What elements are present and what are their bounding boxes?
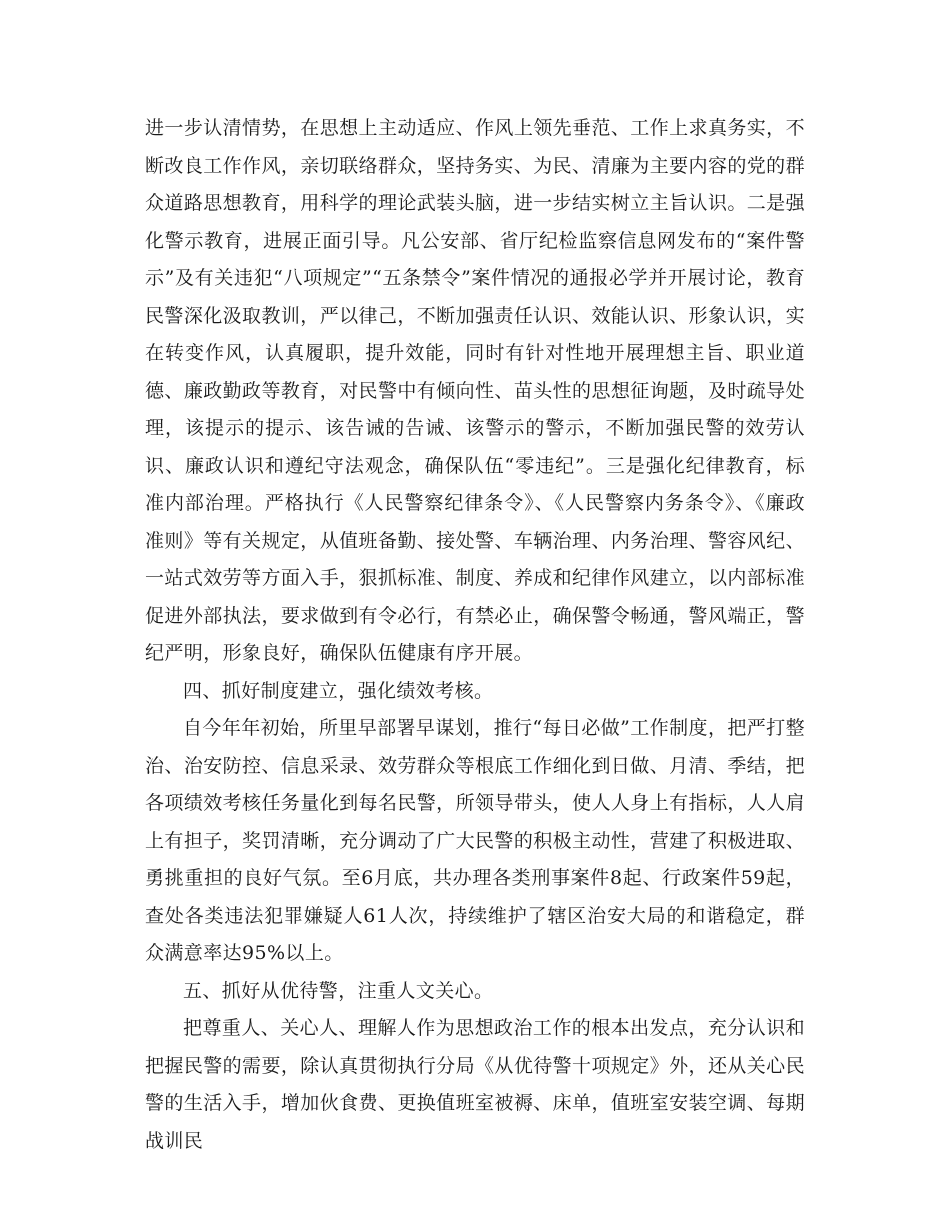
body-paragraph: 自今年年初始，所里早部署早谋划，推行“每日必做”工作制度，把严打整治、治安防控、信息采录、效劳群众等根底工作细化到日做、月清、季结，把各项绩效考核任务量化到每名民警，所领导带头，使人人身上有指标，人人肩上有担子，奖罚清晰，充分调动了广大民警的积极主动性，营建了积极进取、勇挑重担的良好气氛。至6月底，共办理各类刑事案件8起、行政案件59起，查处各类违法犯罪嫌疑人61人次，持续维护了辖区治安大局的和谐稳定，群众满意率达95%以上。 — [145, 717, 805, 964]
body-paragraph: 把尊重人、关心人、理解人作为思想政治工作的根本出发点，充分认识和把握民警的需要，除认真贯彻执行分局《从优待警十项规定》外，还从关心民警的生活入手，增加伙食费、更换值班室被褥、床单，值班室安装空调、每期战训民 — [145, 1017, 805, 1152]
body-paragraph: 进一步认清情势，在思想上主动适应、作风上领先垂范、工作上求真务实，不断改良工作作风，亲切联络群众，坚持务实、为民、清廉为主要内容的党的群众道路思想教育，用科学的理论武装头脑，进一步结实树立主旨认识。二是强化警示教育，进展正面引导。凡公安部、省厅纪检监察信息网发布的“案件警示”及有关违犯“八项规定”“五条禁令”案件情况的通报必学并开展讨论，教育民警深化汲取教训，严以律己，不断加强责任认识、效能认识、形象认识，实在转变作风，认真履职，提升效能，同时有针对性地开展理想主旨、职业道德、廉政勤政等教育，对民警中有倾向性、苗头性的思想征询题，及时疏导处理，该提示的提示、该告诫的告诫、该警示的警示，不断加强民警的效劳认识、廉政认识和遵纪守法观念，确保队伍“零违纪”。三是强化纪律教育，标准内部治理。严格执行《人民警察纪律条令》、《人民警察内务条令》、《廉政准则》等有关规定，从值班备勤、接处警、车辆治理、内务治理、警容风纪、一站式效劳等方面入手，狠抓标准、制度、养成和纪律作风建立，以内部标准促进外部执法，要求做到有令必行，有禁必止，确保警令畅通，警风端正，警纪严明，形象良好，确保队伍健康有序开展。 — [145, 117, 805, 664]
section-heading: 四、抓好制度建立，强化绩效考核。 — [183, 679, 494, 702]
section-heading: 五、抓好从优待警，注重人文关心。 — [183, 979, 494, 1002]
document-body — [145, 110, 805, 1160]
